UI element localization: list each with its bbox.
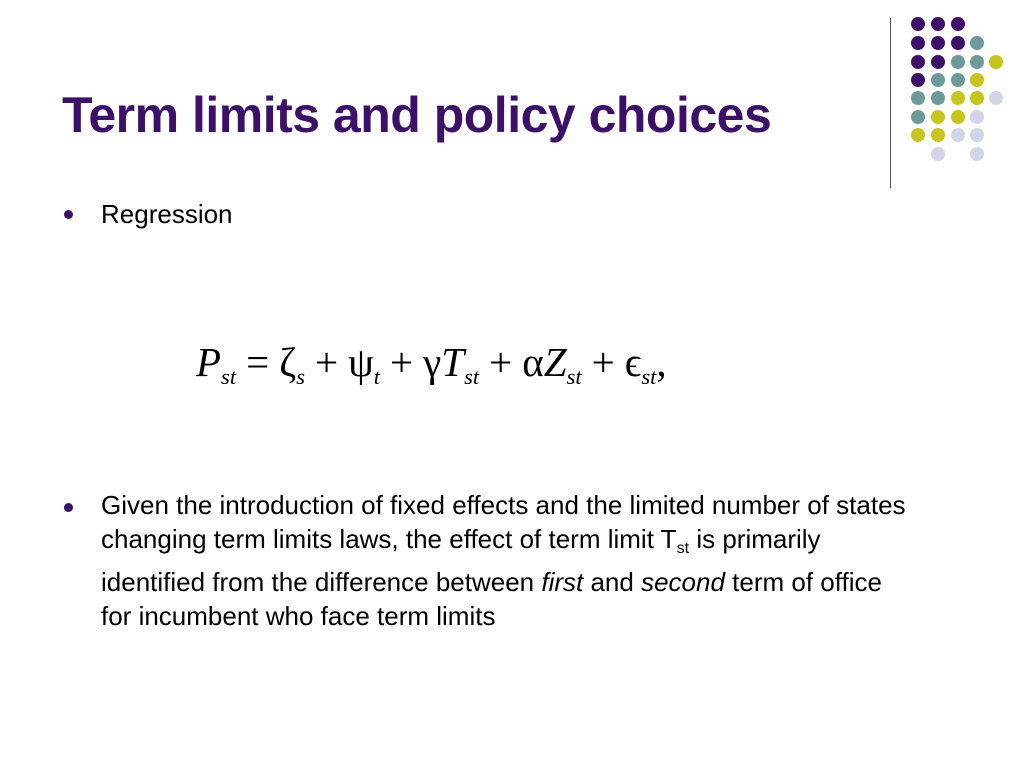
dot [931,110,945,124]
bullet-text-identification: Given the introduction of fixed effects and the limited number of states changing term limits laws, the effect of term limit $T_{st}$ is primarily identified from the difference between first and second term of office for incumbent who face term limits [101,490,906,631]
dot [931,73,945,87]
dot [931,17,945,31]
dot [951,91,965,105]
dot [951,55,965,69]
dot [951,128,965,142]
dot [951,17,965,31]
dot [970,36,984,50]
dot [911,55,925,69]
dot [931,55,945,69]
dot [931,128,945,142]
dot [989,91,1003,105]
dot [931,147,945,161]
dot [970,128,984,142]
divider-line [890,18,891,188]
dot [911,73,925,87]
dot [951,36,965,50]
regression-equation: $P_{st} = \zeta_s + \psi_t + \gamma T_{st} + \alpha Z_{st} + \epsilon_{st}$, [196,339,667,389]
dot [970,91,984,105]
dot [911,128,925,142]
dot [989,55,1003,69]
dot [931,36,945,50]
dot [951,73,965,87]
dot [970,110,984,124]
bullet-text-regression: Regression [101,199,233,229]
dot [970,73,984,87]
dot [970,55,984,69]
slide-title: Term limits and policy choices [62,87,772,143]
dot [931,91,945,105]
dot [951,110,965,124]
dot [911,110,925,124]
bullet-marker [64,210,73,219]
bullet-marker [64,503,73,512]
dot [911,17,925,31]
dot [970,147,984,161]
dot [911,36,925,50]
dot [911,91,925,105]
